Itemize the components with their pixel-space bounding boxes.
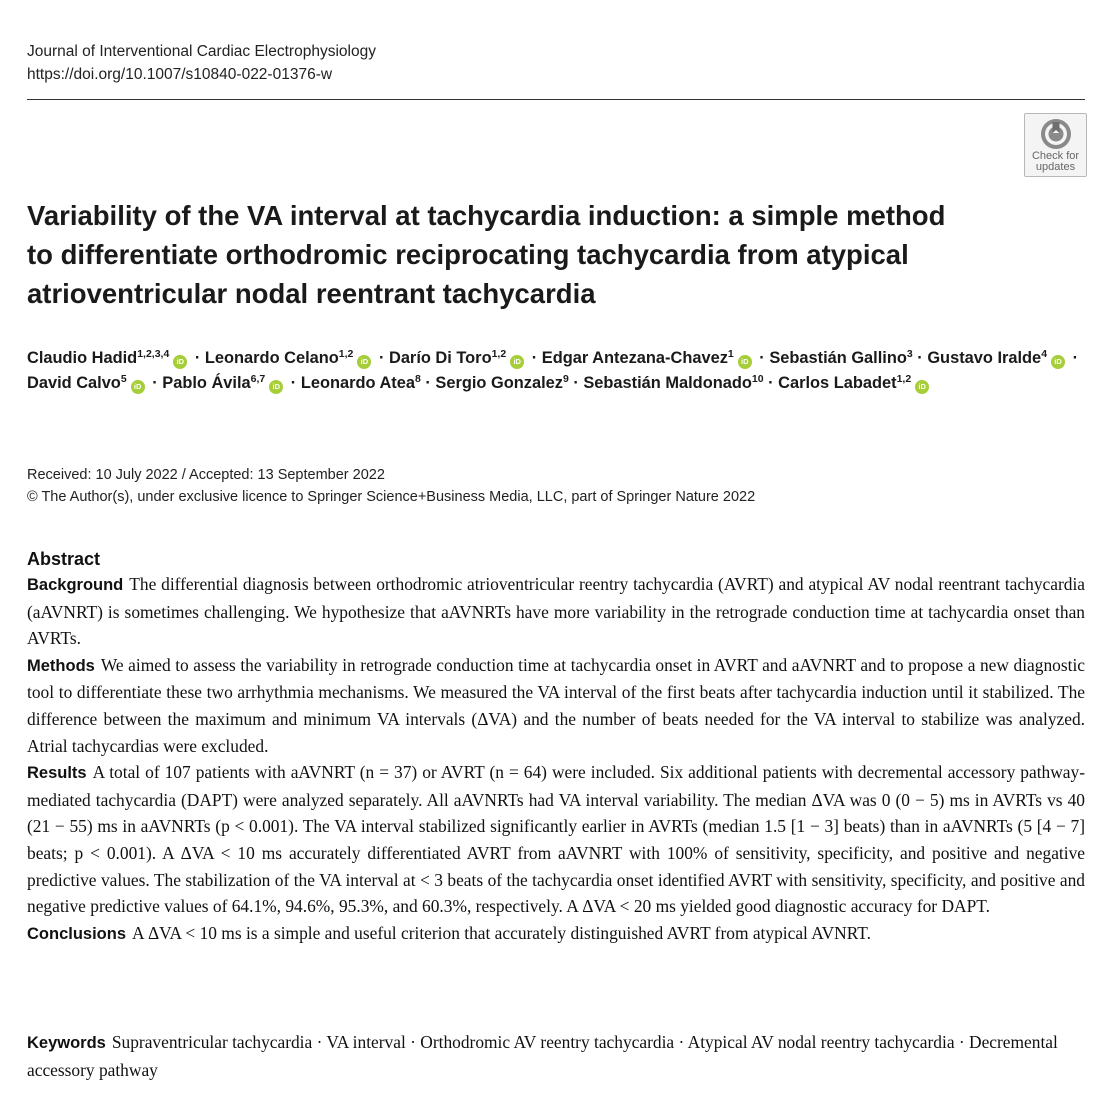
author-affiliation: 1,2	[338, 348, 354, 360]
author-separator: ·	[573, 373, 579, 392]
author-item	[27, 349, 190, 367]
orcid-icon[interactable]: iD	[173, 355, 187, 369]
author-affiliation: 9	[562, 372, 569, 385]
bookmark-icon	[1038, 117, 1074, 151]
abstract-heading: Abstract	[27, 549, 101, 569]
author-name[interactable]: Sebastián Maldonado	[583, 373, 752, 392]
author-item	[162, 374, 286, 392]
title-line: Variability of the VA interval at tachycardia induction: a simple method	[27, 200, 946, 231]
journal-name: Journal of Interventional Cardiac Electrophysiology	[27, 43, 376, 60]
author-affiliation: 1,2	[491, 348, 507, 360]
author-name[interactable]: Gustavo Iralde	[927, 349, 1042, 367]
orcid-icon[interactable]: iD	[131, 380, 145, 394]
publication-dates	[27, 464, 755, 508]
author-item	[389, 349, 527, 367]
author-name[interactable]: Sebastián Gallino	[769, 349, 907, 367]
author-name[interactable]: Leonardo Celano	[204, 349, 339, 367]
orcid-icon[interactable]: iD	[915, 380, 929, 394]
section-text: The differential diagnosis between orthodromic atrioventricular reentry tachycardia (AVRT) and atypical AV nodal reentrant tachycardia (aAVNRT) is sometimes challenging. We hypothesize that aAVNRTs have more variability in the retrograde conduction time at tachycardia onset than AVRTs.	[27, 574, 1085, 649]
section-label: Methods	[27, 656, 95, 675]
author-item	[542, 349, 755, 367]
keywords-text: Supraventricular tachycardia · VA interval · Orthodromic AV reentry tachycardia · Atypical AV nodal reentry tachycardia · Decremental accessory pathway	[27, 1032, 1058, 1080]
author-affiliation: 5	[120, 372, 127, 385]
author-separator: ·	[152, 373, 158, 392]
abstract-conclusions	[27, 920, 1085, 948]
author-separator: ·	[917, 349, 923, 367]
author-item	[583, 374, 763, 392]
copyright-notice: © The Author(s), under exclusive licence to Springer Science+Business Media, LLC, part of Springer Nature 2022	[27, 489, 756, 505]
received-accepted-dates: Received: 10 July 2022 / Accepted: 13 September 2022	[27, 467, 385, 483]
header-divider	[27, 99, 1085, 100]
author-separator: ·	[378, 349, 385, 367]
keywords-label: Keywords	[27, 1034, 106, 1052]
section-label: Conclusions	[27, 924, 127, 943]
section-text: A ΔVA < 10 ms is a simple and useful criterion that accurately distinguished AVRT from atypical AVNRT.	[132, 922, 871, 943]
author-separator: ·	[768, 373, 774, 392]
abstract-methods	[27, 652, 1085, 759]
journal-header	[27, 40, 376, 86]
author-name[interactable]: David Calvo	[27, 373, 121, 392]
doi-link[interactable]: https://doi.org/10.1007/s10840-022-01376-w	[27, 66, 333, 83]
abstract-section	[27, 547, 1085, 947]
author-separator: ·	[531, 349, 538, 367]
keywords-section	[27, 1029, 1085, 1084]
author-separator: ·	[759, 349, 765, 367]
check-for-updates-button[interactable]	[1024, 113, 1087, 177]
author-affiliation: 4	[1041, 348, 1048, 360]
check-for-label: Check for	[1031, 150, 1080, 162]
author-name[interactable]: Claudio Hadid	[27, 349, 138, 367]
author-affiliation: 3	[906, 348, 913, 360]
title-line: to differentiate orthodromic reciprocating tachycardia from atypical	[27, 239, 909, 270]
author-name[interactable]: Pablo Ávila	[162, 373, 251, 392]
author-affiliation: 10	[751, 372, 764, 385]
orcid-icon[interactable]: iD	[357, 355, 371, 369]
author-item	[435, 374, 568, 392]
author-affiliation: 1	[727, 348, 734, 360]
updates-label: updates	[1035, 161, 1076, 173]
title-line: atrioventricular nodal reentrant tachycardia	[27, 278, 596, 309]
author-list	[27, 346, 1087, 395]
orcid-icon[interactable]: iD	[738, 355, 752, 369]
orcid-icon[interactable]: iD	[1051, 355, 1065, 369]
author-name[interactable]: Edgar Antezana-Chavez	[541, 349, 728, 367]
author-item	[927, 349, 1068, 367]
author-separator: ·	[194, 349, 201, 367]
abstract-results	[27, 759, 1085, 920]
section-label: Background	[27, 576, 124, 594]
author-item	[778, 374, 932, 392]
author-item	[769, 349, 912, 367]
author-separator: ·	[290, 373, 297, 392]
author-affiliation: 8	[414, 372, 421, 385]
abstract-body	[27, 571, 1085, 947]
author-name[interactable]: Darío Di Toro	[388, 349, 492, 367]
orcid-icon[interactable]: iD	[510, 355, 524, 369]
article-title	[27, 196, 1027, 313]
author-item	[205, 349, 374, 367]
section-label: Results	[27, 764, 87, 783]
author-separator: ·	[425, 373, 431, 392]
author-item	[27, 374, 148, 392]
author-affiliation: 1,2	[896, 372, 912, 385]
author-affiliation: 6,7	[250, 372, 266, 385]
author-separator: ·	[1072, 349, 1079, 367]
author-name[interactable]: Leonardo Atea	[300, 373, 415, 392]
author-item	[301, 374, 421, 392]
orcid-icon[interactable]: iD	[269, 380, 283, 394]
author-affiliation: 1,2,3,4	[137, 348, 170, 360]
section-text: We aimed to assess the variability in retrograde conduction time at tachycardia onset in AVRT and aAVNRT and to propose a new diagnostic tool to differentiate these two arrhythmia mechanisms. We measured the VA interval of the first beats after tachycardia induction until it stabilized. The difference between the maximum and minimum VA intervals (ΔVA) and the number of beats needed for the VA interval to stabilize was analyzed. Atrial tachycardias were excluded.	[27, 654, 1085, 756]
author-name[interactable]: Carlos Labadet	[778, 373, 897, 392]
section-text: A total of 107 patients with aAVNRT (n = 37) or AVRT (n = 64) were included. Six additional patients with decremental accessory pathway-mediated tachycardia (DAPT) were analyzed separately. All aAVNRTs had VA interval variability. The median ΔVA was 0 (0 − 5) ms in AVRTs vs 40 (21 − 55) ms in aAVNRTs (p < 0.001). The VA interval stabilized significantly earlier in AVRTs (median 1.5 [1 − 3] beats) than in aAVNRTs (5 [4 − 7] beats; p < 0.001). A ΔVA < 10 ms accurately differentiated AVRT from aAVNRT with 100% of sensitivity, specificity, and positive and negative predictive values. The stabilization of the VA interval at < 3 beats of the tachycardia onset identified AVRT with sensitivity, specificity, and positive and negative predictive values of 64.1%, 94.6%, 95.3%, and 60.3%, respectively. A ΔVA < 20 ms yielded good diagnostic accuracy for DAPT.	[27, 762, 1085, 917]
author-name[interactable]: Sergio Gonzalez	[435, 373, 563, 392]
abstract-background	[27, 571, 1085, 652]
